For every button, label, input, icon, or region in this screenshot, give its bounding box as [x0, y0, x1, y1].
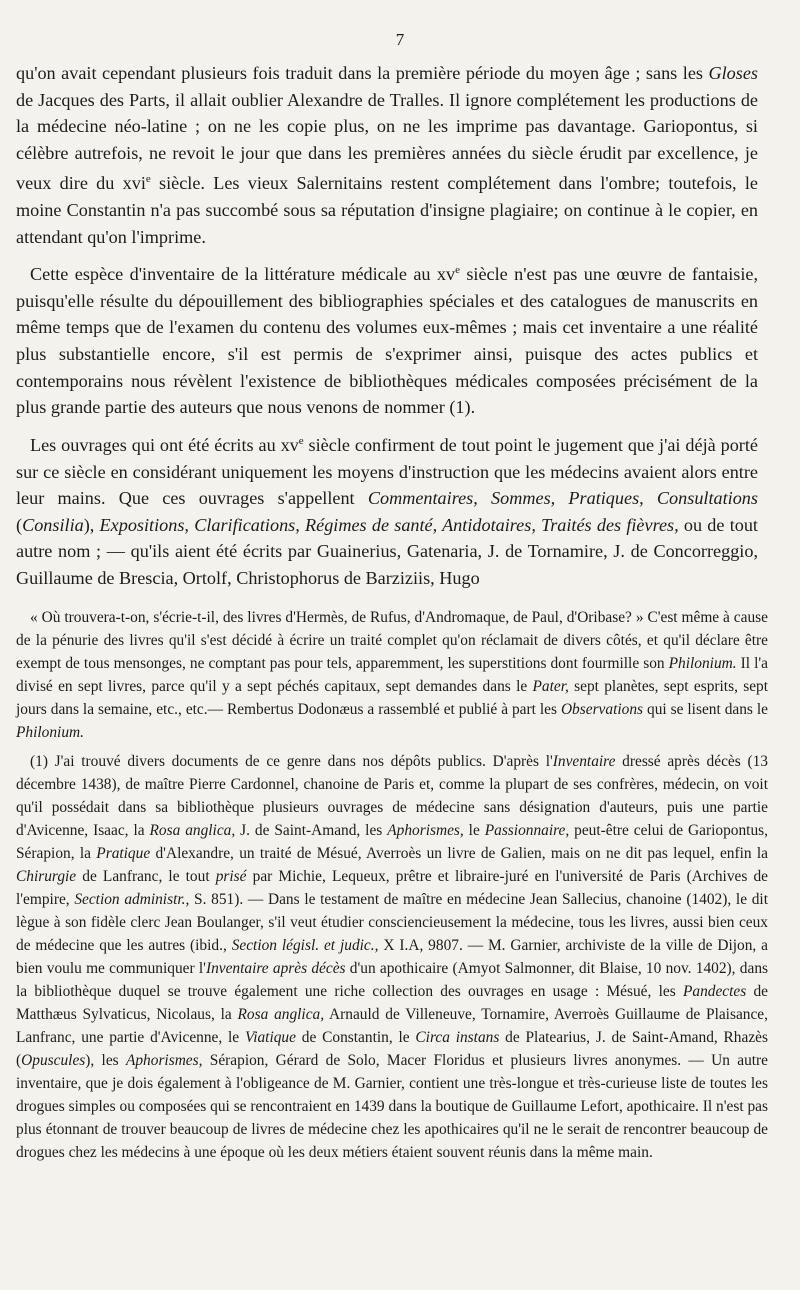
body-paragraph-1 [16, 60, 758, 250]
text-run: siècle. Les vieux Salernitains restent complétement dans l'ombre; toutefois, le moine Constantin n'a pas succombé sous sa réputation d'insigne plagiaire; on continue à le copier, en attendant qu'on l'imprime. [16, 173, 758, 247]
footnotes [16, 606, 768, 1170]
text-run: ou de tout autre nom ; — qu'ils aient été écrits par Guainerius, Gatenaria, J. de Tornamire, J. de Concorreggio, Guillaume de Brescia, Ortolf, Christophorus de Barziziis, Hugo [16, 514, 758, 588]
footnote-1 [16, 750, 768, 1164]
italic-run: Aphorismes, [387, 822, 464, 839]
italic-run: Expositions, Clarifications, Régimes de santé, Antidotaires, Traités des fièvres, [99, 514, 679, 535]
italic-run: Viatique [244, 1029, 296, 1046]
text-run: Arnauld de Villeneuve, Tornamire, Averroès Guillaume de Plaisance, Lanfranc, une partie d'Avicenne, le [16, 1006, 768, 1046]
italic-run: Pandectes [682, 983, 747, 1000]
italic-run: Circa instans [415, 1029, 500, 1046]
italic-run: Observations [560, 701, 644, 718]
body-paragraph-3 [16, 428, 758, 592]
text-run: Sérapion, Gérard de Solo, Macer Floridus et plusieurs livres anonymes. — Un autre inventaire, que je dois également à l'obligeance de M. Garnier, contient une très-longue et très-curieuse liste de toutes les drogues simples ou composées qui se rencontraient en 1439 dans la boutique de Guillaume Lefort, apothicaire. Il n'est pas plus étonnant de trouver beaucoup de livres de médecine chez les apothicaires qu'il ne le serait de rencontrer beaucoup de drogues chez les médecins à une époque où les deux métiers étaient souvent réunis dans la même main. [16, 1052, 769, 1161]
text-run: (1) J'ai trouvé divers documents de ce genre dans nos dépôts publics. D'après l' [30, 753, 553, 770]
text-run: siècle confirment de tout point le jugement que j'ai déjà porté sur ce siècle en considérant uniquement les moyens d'instruction que les médecins avaient alors entre leur mains. Que ces ouvrages s'appellent [16, 434, 758, 509]
superscript-run: e [145, 173, 151, 186]
italic-run: Consilia [22, 514, 84, 535]
italic-run: Pratique [96, 845, 151, 862]
footnote-continued [16, 606, 768, 744]
italic-run: Rosa anglica, [149, 822, 236, 839]
italic-run: prisé [215, 868, 247, 885]
page-number: 7 [395, 30, 405, 49]
superscript-run: e [455, 264, 460, 277]
text-run: de Lanfranc, le tout [76, 868, 216, 885]
text-run: qui se lisent dans le [643, 701, 768, 718]
text-run: dressé après décès (13 décembre 1438), de maître Pierre Cardonnel, chanoine de Paris et, comme la plupart de ses confrères, médecin, on voit qu'il possédait dans sa bibliothèque plusieurs ouvrages de médecine sans désignation d'auteurs, puis une partie d'Avicenne, Isaac, la [16, 753, 768, 839]
text-run: Cette espèce d'inventaire de la littérature médicale au xv [30, 264, 456, 285]
text-run: par Michie, Lequeux, prêtre et libraire-juré en l'université de Paris (Archives de l'empire, [16, 868, 768, 908]
text-run: sept planètes, sept esprits, sept jours dans la semaine, etc., etc.— Rembertus Dodonæus a rassemblé et publié à part les [16, 678, 769, 718]
text-run: d'Alexandre, un traité de Mésué, Averroès un livre de Galien, mais on ne dit pas lequel, enfin la [150, 845, 768, 862]
italic-run: Philonium. [16, 724, 84, 741]
text-run: Les ouvrages qui ont été écrits au xv [30, 434, 299, 455]
italic-run: Gloses [708, 63, 758, 83]
italic-run: Philonium. [668, 655, 737, 672]
body-paragraph-2 [16, 257, 758, 421]
italic-run: Commentaires, Sommes, Pratiques, Consultations [367, 488, 758, 509]
text-run: de Platearius, J. de Saint-Amand, Rhazès ( [16, 1029, 768, 1069]
text-run: siècle n'est pas une œuvre de fantaisie, puisqu'elle résulte du dépouillement des bibliographies spéciales et des catalogues de manuscrits en même temps que de l'examen du contenu des volumes eux-mêmes ; mais cet inventaire a une réalité plus substantielle encore, s'il est permis de s'exprimer ainsi, puisque des actes publics et contemporains nous révèlent l'existence de bibliothèques médicales composées précisément de la plus grande partie des auteurs que nous venons de nommer (1). [16, 264, 759, 418]
text-run: X I.A, 9807. — M. Garnier, archiviste de la ville de Dijon, a bien voulu me communiquer l' [16, 937, 768, 977]
text-run: ), [83, 514, 100, 535]
italic-run: Section administr., [74, 891, 190, 908]
text-run: de Matthæus Sylvaticus, Nicolaus, la [16, 983, 769, 1023]
italic-run: Aphorismes, [125, 1052, 203, 1069]
main-text [16, 60, 758, 598]
italic-run: Section législ. et judic., [231, 937, 379, 954]
text-run: de Jacques des Parts, il allait oublier Alexandre de Tralles. Il ignore complétement les productions de la médecine néo-latine ; on ne les copie plus, on ne les imprime pas davantage. Gariopontus, si célèbre autrefois, ne revoit le jour que dans les premières années du siècle érudit par excellence, je veux dire du xvi [16, 89, 758, 194]
text-run: J. de Saint-Amand, les [235, 822, 388, 839]
italic-run: Pater, [532, 678, 569, 695]
text-run: peut-être celui de Gariopontus, Sérapion, la [16, 822, 768, 862]
italic-run: Chirurgie [16, 868, 77, 885]
text-run: ( [16, 514, 23, 535]
italic-run: Rosa anglica, [237, 1006, 325, 1023]
text-run: S. 851). — Dans le testament de maître en médecine Jean Sallecius, chanoine (1402), le dit lègue à son fidèle clerc Jean Boulanger, s'il veut étudier consciencieusement la médecine, tous les livres, aussi bien ceux de médecine que les autres (ibid., [16, 891, 768, 954]
italic-run: Opuscules [21, 1052, 86, 1069]
italic-run: Passionnaire, [484, 822, 570, 839]
superscript-run: e [298, 434, 304, 447]
text-run: « Où trouvera-t-on, s'écrie-t-il, des livres d'Hermès, de Rufus, d'Andromaque, de Paul, d'Oribase? » C'est même à cause de la pénurie des livres qu'il s'est décidé à écrire un traité complet qu'on réclamait de divers côtés, et qu'il déclare être exempt de tous mensonges, ne comptant pas pour tels, apparemment, les superstitions dont fourmille son [16, 609, 768, 672]
text-run: ), les [85, 1052, 126, 1069]
italic-run: Inventaire [552, 753, 616, 770]
text-run: de Constantin, le [295, 1029, 416, 1046]
text-run: qu'on avait cependant plusieurs fois traduit dans la première période du moyen âge ; sans les [16, 63, 709, 83]
text-run: le [463, 822, 485, 839]
text-run: d'un apothicaire (Amyot Salmonner, dit Blaise, 10 nov. 1402), dans la bibliothèque duquel se trouve également une riche collection des ouvrages en usage : Mésué, les [16, 960, 768, 1000]
text-run: Il l'a divisé en sept livres, parce qu'il y a sept péchés capitaux, sept demandes dans le [16, 655, 768, 695]
italic-run: Inventaire après décès [205, 960, 346, 977]
